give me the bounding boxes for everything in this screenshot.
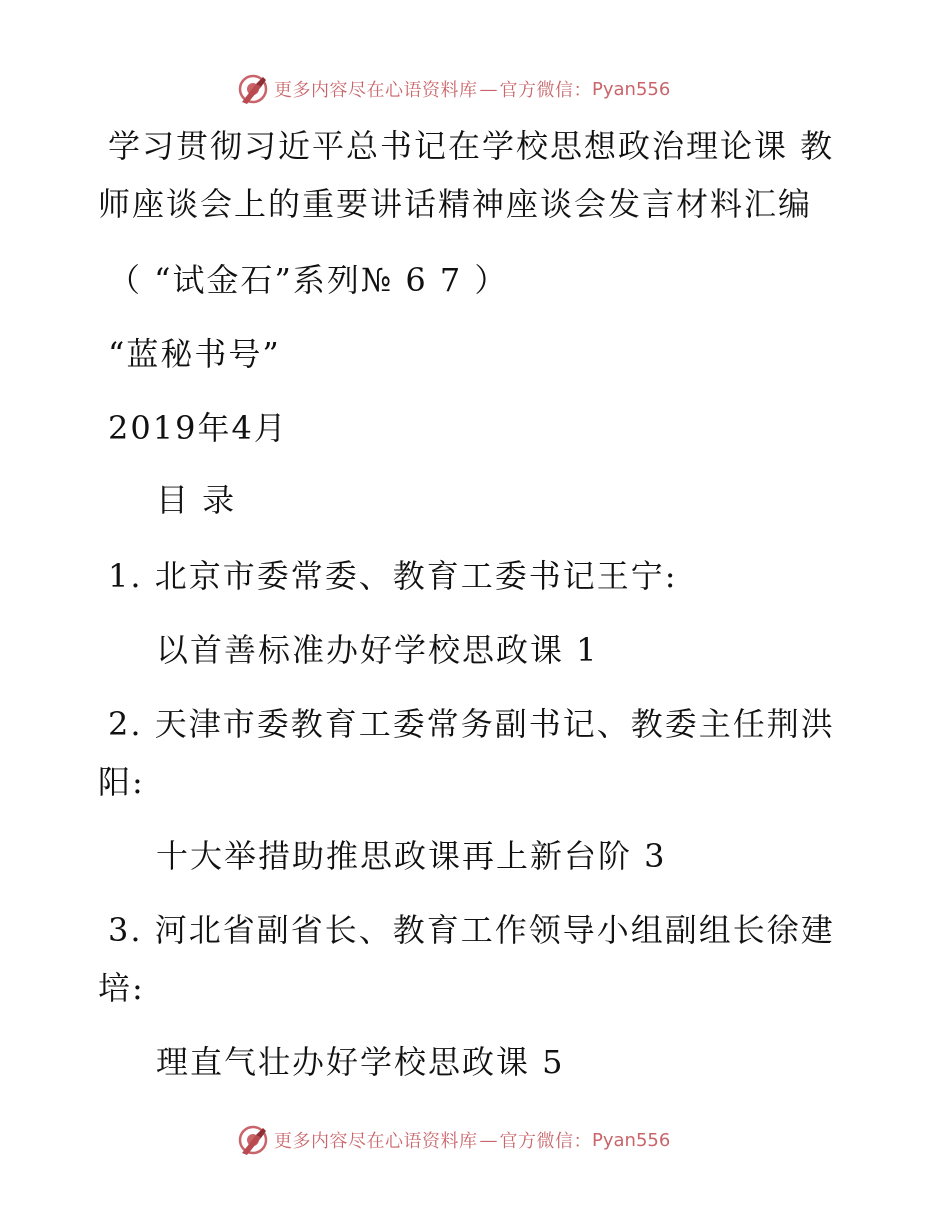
pen-logo-icon: [236, 1123, 270, 1157]
watermark-separator: —: [479, 78, 498, 100]
watermark-header: [236, 72, 670, 106]
toc-item-2-speaker: 2. 天津市委教育工委常务副书记、教委主任荆洪: [108, 705, 835, 743]
watermark-text: 更多内容尽在心语资料库: [274, 80, 478, 101]
watermark-handle: Pyan556: [592, 1129, 671, 1151]
watermark-separator: —: [479, 1129, 498, 1151]
toc-item-3-speaker: 3. 河北省副省长、教育工作领导小组副组长徐建: [108, 911, 835, 949]
series-label: （ “试金石”系列№ 6 7 ）: [108, 261, 509, 299]
toc-item-2-entry: 十大举措助推思政课再上新台阶 3: [156, 837, 667, 875]
watermark-handle: Pyan556: [592, 78, 671, 100]
pen-logo-icon: [236, 72, 270, 106]
document-title-line-2: 师座谈会上的重要讲话精神座谈会发言材料汇编: [98, 185, 813, 223]
watermark-channel: 官方微信：: [499, 80, 592, 101]
watermark-channel: 官方微信：: [499, 1131, 592, 1152]
toc-item-1-speaker: 1. 北京市委常委、教育工委书记王宁:: [108, 557, 678, 595]
document-date: 2019年4月: [108, 409, 288, 447]
toc-item-3-entry: 理直气壮办好学校思政课 5: [156, 1043, 565, 1081]
document-title-line-1: 学习贯彻习近平总书记在学校思想政治理论课 教: [108, 127, 835, 165]
toc-heading: 目 录: [156, 481, 237, 519]
publisher-label: “蓝秘书号”: [108, 335, 281, 373]
toc-item-3-speaker-cont: 培:: [98, 969, 145, 1007]
watermark-text: 更多内容尽在心语资料库: [274, 1131, 478, 1152]
toc-item-2-speaker-cont: 阳:: [98, 763, 145, 801]
watermark-footer: [236, 1123, 670, 1157]
toc-item-1-entry: 以首善标准办好学校思政课 1: [156, 631, 599, 669]
